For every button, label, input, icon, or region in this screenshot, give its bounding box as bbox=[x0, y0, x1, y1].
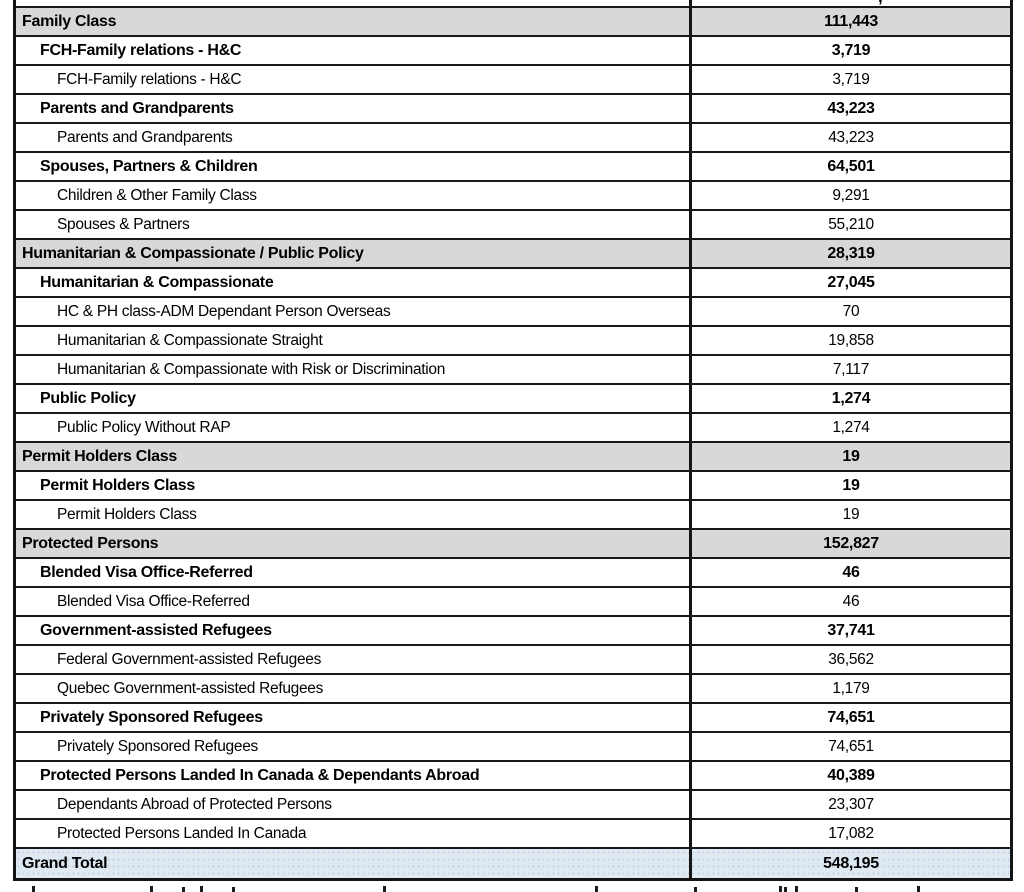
table-row bbox=[16, 95, 1010, 124]
total-cell bbox=[692, 472, 1010, 499]
category-cell bbox=[16, 675, 692, 702]
category-label: Spouses & Partners bbox=[57, 215, 190, 233]
total-value: 152,827 bbox=[823, 534, 879, 552]
total-value: 36,562 bbox=[828, 650, 874, 668]
category-cell bbox=[16, 646, 692, 673]
table-row bbox=[16, 675, 1010, 704]
total-value: 37,741 bbox=[827, 621, 875, 639]
total-cell bbox=[692, 704, 1010, 731]
total-value: 19 bbox=[842, 447, 860, 465]
total-cell bbox=[692, 66, 1010, 93]
total-cell bbox=[692, 95, 1010, 122]
total-value: 19 bbox=[842, 505, 860, 523]
category-label: Permit Holders Class bbox=[40, 476, 195, 494]
total-cell bbox=[692, 762, 1010, 789]
total-value: 64,501 bbox=[827, 157, 875, 175]
table-body bbox=[16, 8, 1010, 878]
category-cell bbox=[16, 617, 692, 644]
category-cell bbox=[16, 849, 692, 878]
total-cell bbox=[692, 211, 1010, 238]
table-row bbox=[16, 327, 1010, 356]
total-value: 74,651 bbox=[828, 737, 874, 755]
total-value: 70 bbox=[842, 302, 860, 320]
category-cell bbox=[16, 356, 692, 383]
total-value: 1,274 bbox=[831, 389, 871, 407]
category-cell bbox=[16, 559, 692, 586]
category-label: Humanitarian & Compassionate with Risk or Discrimination bbox=[57, 360, 446, 378]
total-cell bbox=[692, 0, 1010, 6]
total-value: 19 bbox=[842, 476, 860, 494]
category-label: Public Policy bbox=[40, 389, 136, 407]
total-cell bbox=[692, 443, 1010, 470]
total-value: 55,210 bbox=[828, 215, 874, 233]
table-row bbox=[16, 733, 1010, 762]
category-cell bbox=[16, 182, 692, 209]
category-label: Spouses, Partners & Children bbox=[40, 157, 258, 175]
category-cell bbox=[16, 66, 692, 93]
category-label: Government-assisted Refugees bbox=[40, 621, 272, 639]
category-label: Public Policy Without RAP bbox=[57, 418, 231, 436]
category-label: Protected Persons Landed In Canada & Dependants Abroad bbox=[40, 766, 480, 784]
total-cell bbox=[692, 240, 1010, 267]
total-value: 23,307 bbox=[828, 795, 874, 813]
total-cell bbox=[692, 356, 1010, 383]
category-cell bbox=[16, 95, 692, 122]
category-cell bbox=[16, 0, 692, 6]
total-cell bbox=[692, 588, 1010, 615]
category-cell bbox=[16, 124, 692, 151]
total-value: 43,223 bbox=[828, 128, 874, 146]
category-label: Blended Visa Office-Referred bbox=[57, 592, 250, 610]
total-cell bbox=[692, 530, 1010, 557]
table-row bbox=[16, 182, 1010, 211]
total-value: 19,858 bbox=[828, 331, 874, 349]
total-value: 27,045 bbox=[827, 273, 875, 291]
total-cell bbox=[692, 327, 1010, 354]
table-row bbox=[16, 37, 1010, 66]
total-cell bbox=[692, 182, 1010, 209]
total-cell bbox=[692, 153, 1010, 180]
category-label: Grand Total bbox=[22, 854, 108, 872]
table-row bbox=[16, 762, 1010, 791]
category-cell bbox=[16, 327, 692, 354]
total-cell bbox=[692, 820, 1010, 847]
category-label: Humanitarian & Compassionate / Public Policy bbox=[22, 244, 364, 262]
category-cell bbox=[16, 298, 692, 325]
category-label: Parents and Grandparents bbox=[57, 128, 233, 146]
category-label: Privately Sponsored Refugees bbox=[40, 708, 263, 726]
table-row bbox=[16, 646, 1010, 675]
category-cell bbox=[16, 530, 692, 557]
category-label: Protected Persons bbox=[22, 534, 159, 552]
cutoff-number-fragment bbox=[878, 0, 883, 7]
cut-off-footnote-fragment bbox=[32, 886, 35, 892]
category-cell bbox=[16, 501, 692, 528]
table-row bbox=[16, 240, 1010, 269]
table-row bbox=[16, 791, 1010, 820]
total-cell bbox=[692, 414, 1010, 441]
category-cell bbox=[16, 791, 692, 818]
category-cell bbox=[16, 733, 692, 760]
total-cell bbox=[692, 733, 1010, 760]
table-row bbox=[16, 153, 1010, 182]
total-value: 9,291 bbox=[832, 186, 870, 204]
total-cell bbox=[692, 791, 1010, 818]
total-cell bbox=[692, 646, 1010, 673]
total-value: 3,719 bbox=[831, 41, 871, 59]
total-cell bbox=[692, 269, 1010, 296]
total-cell bbox=[692, 501, 1010, 528]
category-cell bbox=[16, 762, 692, 789]
category-label: Quebec Government-assisted Refugees bbox=[57, 679, 324, 697]
category-label: FCH-Family relations - H&C bbox=[57, 70, 242, 88]
total-value: 17,082 bbox=[828, 824, 874, 842]
table-row bbox=[16, 501, 1010, 530]
total-value: 3,719 bbox=[832, 70, 870, 88]
category-label: Family Class bbox=[22, 12, 117, 30]
category-cell bbox=[16, 414, 692, 441]
total-value: 43,223 bbox=[827, 99, 875, 117]
total-cell bbox=[692, 559, 1010, 586]
total-value: 1,179 bbox=[832, 679, 870, 697]
total-cell bbox=[692, 849, 1010, 878]
total-value: 46 bbox=[842, 563, 860, 581]
table-row-partial-top bbox=[16, 0, 1010, 8]
table-row bbox=[16, 356, 1010, 385]
total-value: 74,651 bbox=[827, 708, 875, 726]
category-cell bbox=[16, 153, 692, 180]
total-value: 28,319 bbox=[827, 244, 875, 262]
category-cell bbox=[16, 588, 692, 615]
category-label: Humanitarian & Compassionate Straight bbox=[57, 331, 323, 349]
table-row bbox=[16, 588, 1010, 617]
category-label: Dependants Abroad of Protected Persons bbox=[57, 795, 332, 813]
category-cell bbox=[16, 211, 692, 238]
total-cell bbox=[692, 675, 1010, 702]
category-label: Humanitarian & Compassionate bbox=[40, 273, 274, 291]
category-label: HC & PH class-ADM Dependant Person Overseas bbox=[57, 302, 391, 320]
category-cell bbox=[16, 472, 692, 499]
category-label: Privately Sponsored Refugees bbox=[57, 737, 258, 755]
admissions-table bbox=[13, 0, 1013, 881]
category-cell bbox=[16, 385, 692, 412]
table-row bbox=[16, 66, 1010, 95]
category-label: Children & Other Family Class bbox=[57, 186, 257, 204]
category-cell bbox=[16, 269, 692, 296]
table-row bbox=[16, 704, 1010, 733]
table-row bbox=[16, 269, 1010, 298]
category-label: Blended Visa Office-Referred bbox=[40, 563, 253, 581]
total-cell bbox=[692, 385, 1010, 412]
category-label: FCH-Family relations - H&C bbox=[40, 41, 242, 59]
category-label: Permit Holders Class bbox=[22, 447, 177, 465]
table-row bbox=[16, 849, 1010, 878]
total-cell bbox=[692, 298, 1010, 325]
table-row bbox=[16, 559, 1010, 588]
category-label: Protected Persons Landed In Canada bbox=[57, 824, 307, 842]
category-label: Permit Holders Class bbox=[57, 505, 197, 523]
table-row bbox=[16, 414, 1010, 443]
category-cell bbox=[16, 704, 692, 731]
table-row bbox=[16, 472, 1010, 501]
table-row bbox=[16, 385, 1010, 414]
total-value: 111,443 bbox=[824, 12, 878, 30]
total-cell bbox=[692, 617, 1010, 644]
table-row bbox=[16, 617, 1010, 646]
total-value: 46 bbox=[842, 592, 860, 610]
table-row bbox=[16, 530, 1010, 559]
table-row bbox=[16, 124, 1010, 153]
category-cell bbox=[16, 37, 692, 64]
total-cell bbox=[692, 8, 1010, 35]
category-cell bbox=[16, 443, 692, 470]
total-cell bbox=[692, 124, 1010, 151]
category-label: Parents and Grandparents bbox=[40, 99, 234, 117]
table-row bbox=[16, 820, 1010, 849]
total-value: 548,195 bbox=[823, 854, 879, 872]
total-value: 40,389 bbox=[827, 766, 875, 784]
table-row bbox=[16, 298, 1010, 327]
category-cell bbox=[16, 8, 692, 35]
total-value: 7,117 bbox=[832, 360, 870, 378]
category-label: Federal Government-assisted Refugees bbox=[57, 650, 322, 668]
category-cell bbox=[16, 240, 692, 267]
category-cell bbox=[16, 820, 692, 847]
total-cell bbox=[692, 37, 1010, 64]
table-row bbox=[16, 211, 1010, 240]
total-value: 1,274 bbox=[832, 418, 870, 436]
table-row bbox=[16, 443, 1010, 472]
table-row bbox=[16, 8, 1010, 37]
